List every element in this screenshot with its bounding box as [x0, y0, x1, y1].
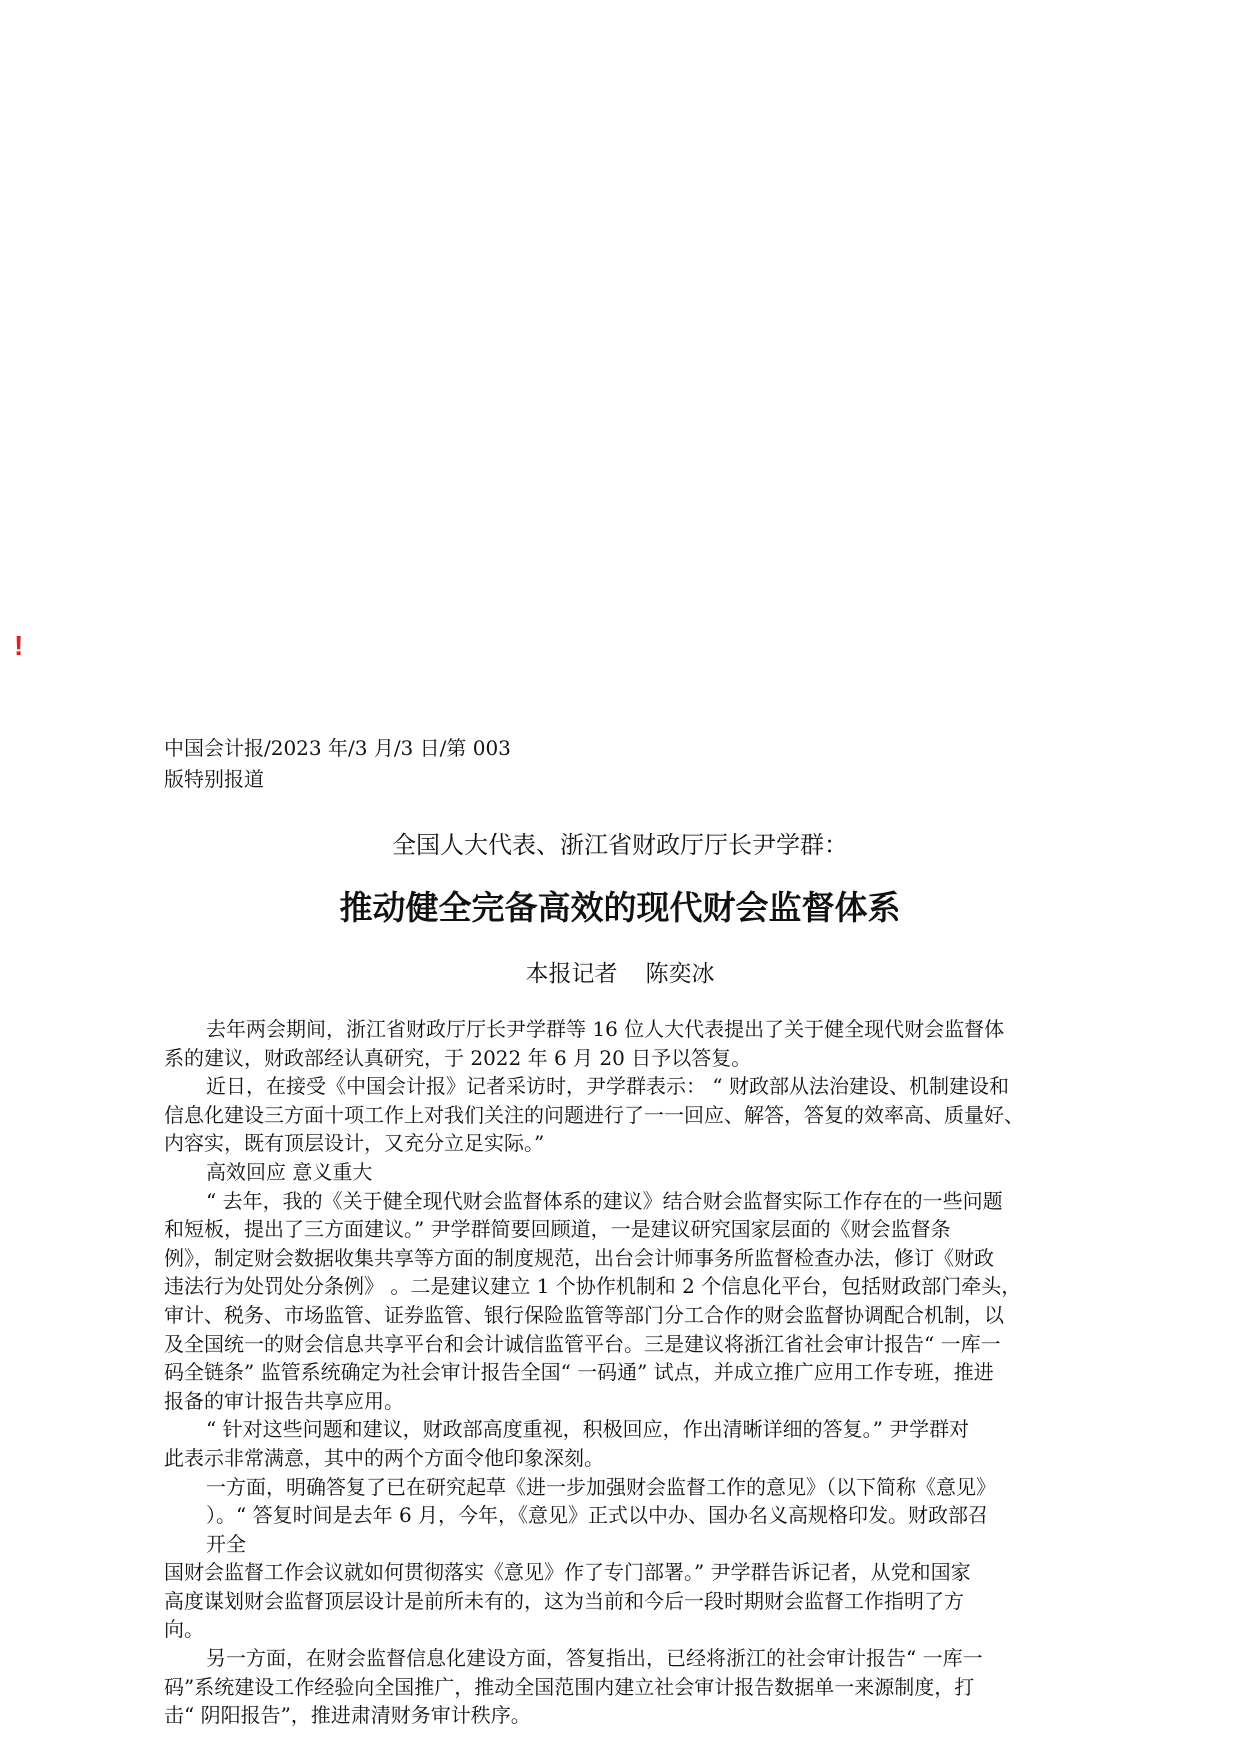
body-line: “ 针对这些问题和建议，财政部高度重视，积极回应，作出清晰详细的答复。” 尹学群对	[206, 1417, 970, 1442]
body-line: 内容实，既有顶层设计，又充分立足实际。”	[164, 1131, 545, 1156]
body-line: 码全链条” 监管系统确定为社会审计报告全国“ 一码通” 试点，并成立推广应用工作专班，推进	[164, 1360, 994, 1385]
body-line: 及全国统一的财会信息共享平台和会计诚信监管平台。三是建议将浙江省社会审计报告“ 一库一	[164, 1331, 1001, 1356]
body-line: 近日，在接受《中国会计报》记者采访时，尹学群表示： “ 财政部从法治建设、机制建设和	[206, 1074, 1009, 1099]
source-line-2: 版特别报道	[164, 767, 264, 791]
body-line: 去年两会期间，浙江省财政厅厅长尹学群等 16 位人大代表提出了关于健全现代财会监督体	[206, 1017, 1005, 1041]
body-line: 击“ 阴阳报告”，推进肃清财务审计秩序。	[164, 1703, 531, 1728]
body-line: 国财会监督工作会议就如何贯彻落实《意见》作了专门部署。” 尹学群告诉记者，从党和国家	[164, 1560, 971, 1585]
body-line: 审计、税务、市场监管、证券监管、银行保险监管等部门分工合作的财会监督协调配合机制，以	[164, 1302, 1004, 1327]
byline-role: 本报记者	[525, 961, 618, 987]
body-line: “ 去年，我的《关于健全现代财会监督体系的建议》结合财会监督实际工作存在的一些问题	[206, 1188, 1003, 1213]
body-line: 另一方面，在财会监督信息化建设方面，答复指出，已经将浙江的社会审计报告“ 一库一	[206, 1646, 983, 1671]
body-line: 例》，制定财会数据收集共享等方面的制度规范，出台会计师事务所监督检查办法，修订《财政	[164, 1245, 994, 1270]
section-heading: 高效回应 意义重大	[206, 1159, 373, 1184]
body-line: 报备的审计报告共享应用。	[164, 1388, 404, 1413]
body-line: 向。	[164, 1617, 204, 1642]
article-body	[164, 1015, 1099, 1730]
red-exclamation-mark: !	[14, 630, 24, 661]
body-line: ）。“ 答复时间是去年 6 月，今年，《意见》正式以中办、国办名义高规格印发。财政部召	[206, 1503, 989, 1528]
body-line: 一方面，明确答复了已在研究起草《进一步加强财会监督工作的意见》（以下简称《意见》	[206, 1474, 996, 1499]
source-line-1: 中国会计报/2023 年/3 月/3 日/第 003	[164, 736, 511, 760]
article-title: 推动健全完备高效的现代财会监督体系	[339, 888, 901, 927]
article-subtitle: 全国人大代表、浙江省财政厅厅长尹学群：	[392, 831, 848, 859]
body-line: 系的建议，财政部经认真研究，于 2022 年 6 月 20 日予以答复。	[164, 1045, 752, 1070]
body-line: 违法行为处罚处分条例》 。二是建议建立 1 个协作机制和 2 个信息化平台，包括财政部门牵头，	[164, 1274, 1022, 1299]
byline	[0, 955, 1240, 988]
body-line: 此表示非常满意，其中的两个方面令他印象深刻。	[164, 1445, 604, 1470]
body-line: 信息化建设三方面十项工作上对我们关注的问题进行了一一回应、解答，答复的效率高、质量好、	[164, 1102, 1024, 1127]
byline-name: 陈奕冰	[645, 961, 715, 987]
body-line: 开全	[206, 1531, 246, 1556]
body-line: 码”系统建设工作经验向全国推广，推动全国范围内建立社会审计报告数据单一来源制度，打	[164, 1674, 975, 1699]
body-line: 和短板，提出了三方面建议。” 尹学群简要回顾道，一是建议研究国家层面的《财会监督条	[164, 1217, 951, 1242]
body-line: 高度谋划财会监督顶层设计是前所未有的，这为当前和今后一段时期财会监督工作指明了方	[164, 1588, 964, 1613]
source-citation	[164, 733, 511, 795]
